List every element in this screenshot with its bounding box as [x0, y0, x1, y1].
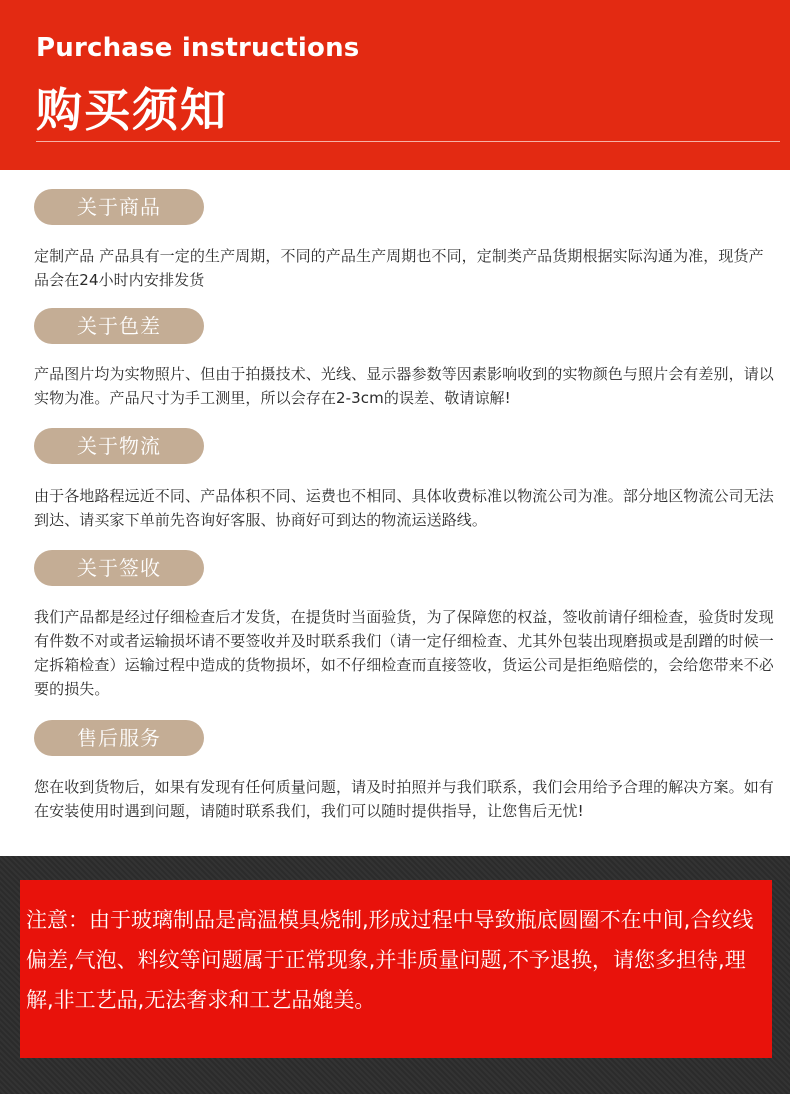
section-title-product: 关于商品: [34, 189, 204, 225]
section-title-color: 关于色差: [34, 308, 204, 344]
section-title-logistics: 关于物流: [34, 428, 204, 464]
notice-text: 注意：由于玻璃制品是高温模具烧制,形成过程中导致瓶底圆圈不在中间,合纹线偏差,气泡、料纹等问题属于正常现象,并非质量问题,不予退换，请您多担待,理解,非工艺品,无法奢求和工艺品媲美。: [26, 908, 754, 1012]
section-title-receipt: 关于签收: [34, 550, 204, 586]
section-body-logistics: 由于各地路程远近不同、产品体积不同、运费也不相同、具体收费标准以物流公司为准。部分地区物流公司无法到达、请买家下单前先咨询好客服、协商好可到达的物流运送路线。: [34, 487, 774, 529]
header-divider: [36, 141, 780, 142]
section-title-aftersales: 售后服务: [34, 720, 204, 756]
section-body-aftersales: 您在收到货物后，如果有发现有任何质量问题，请及时拍照并与我们联系，我们会用给予合理的解决方案。如有在安装使用时遇到问题，请随时联系我们，我们可以随时提供指导，让您售后无忧!: [34, 778, 774, 820]
header-banner: [0, 0, 790, 170]
section-body-color: 产品图片均为实物照片、但由于拍摄技术、光线、显示器参数等因素影响收到的实物颜色与照片会有差别，请以实物为准。产品尺寸为手工测里，所以会存在2-3cm的误差、敬请谅解!: [34, 365, 774, 407]
section-body-product: 定制产品 产品具有一定的生产周期，不同的产品生产周期也不同，定制类产品货期根据实际沟通为准，现货产品会在24小时内安排发货: [34, 247, 764, 289]
section-body-receipt: 我们产品都是经过仔细检查后才发货，在提货时当面验货，为了保障您的权益，签收前请仔细检查，验货时发现有件数不对或者运输损坏请不要签收并及时联系我们（请一定仔细检查、尤其外包装出现磨损或是刮蹭的时候一定拆箱检查）运输过程中造成的货物损坏，如不仔细检查而直接签收，货运公司是拒绝赔偿的，会给您带来不必要的损失。: [34, 608, 774, 698]
header-title-cn: 购买须知: [36, 83, 228, 137]
header-title-en: Purchase instructions: [36, 33, 360, 63]
